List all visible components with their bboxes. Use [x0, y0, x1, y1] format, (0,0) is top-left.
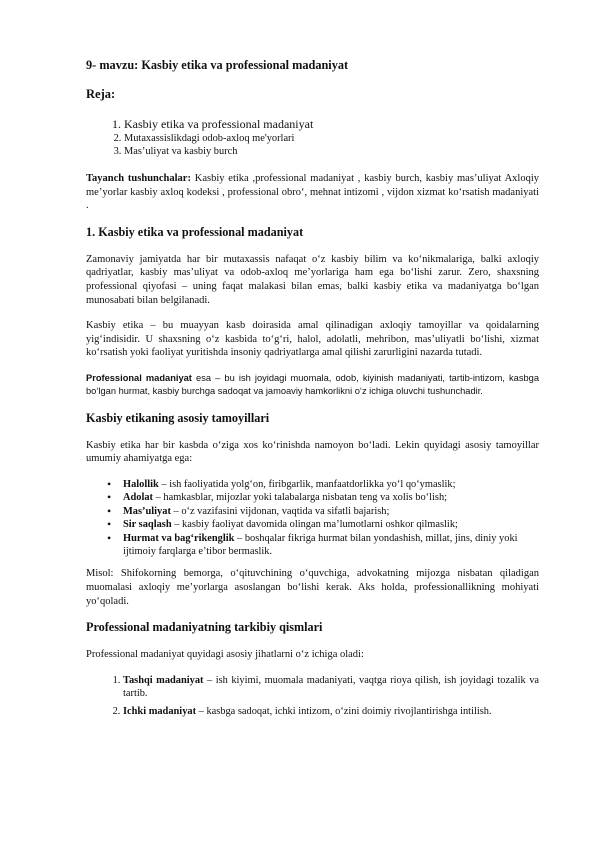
principle-term: Mas’uliyat — [123, 505, 171, 517]
example-paragraph: Misol: Shifokorning bemorga, o‘qituvchining o‘quvchiga, advokatning mijozga nisbatan qiladigan muomalasi axloqiy me’yorlarga asoslangan bo‘lishi kerak. Aks holda, professionallikning mohiyati yo‘qoladi. — [86, 568, 539, 607]
section2-intro: Kasbiy etika har bir kasbda o‘ziga xos ko‘rinishda namoyon bo‘ladi. Lekin quyidagi asosiy tamoyillar umumiy ahamiyatga ega: — [86, 439, 539, 465]
list-item — [107, 517, 539, 532]
definition-paragraph — [86, 372, 539, 399]
principle-text: – hamkasblar, mijozlar yoki talabalarga nisbatan teng va xolis bo‘lish; — [153, 492, 448, 504]
principle-text: – boshqalar fikriga hurmat bilan yondashish, millat, jins, diniy yoki ijtimoiy farqlarga e’tibor bermaslik. — [123, 532, 518, 557]
section1-paragraph: Kasbiy etika – bu muayyan kasb doirasida amal qilinadigan axloqiy tamoyillar va qoidalarning yig‘indisidir. U shaxsning o‘z kasbida to‘g‘ri, halol, adolatli, mehribon, mas’uliyatli bo‘lishi, xizmat ko‘rsatish yoki faoliyat yuritishda insoniy qadriyatlarga amal qilishi zarurligini nazarda tutadi. — [86, 320, 539, 359]
keywords-label: Tayanch tushunchalar: — [86, 173, 191, 184]
list-item — [107, 476, 539, 491]
bullet-icon: • — [107, 530, 112, 545]
principle-text: – ish faoliyatida yolg‘on, firibgarlik, manfaatdorlikka yo‘l qo‘ymaslik; — [158, 478, 456, 490]
bullet-icon: • — [107, 476, 112, 491]
principle-text: – kasbiy faoliyat davomida olingan ma’lumotlarni oshkor qilmaslik; — [171, 519, 458, 531]
definition-term: Professional madaniyat — [86, 372, 192, 383]
part-text: – kasbga sadoqat, ichki intizom, o‘zini doimiy rivojlantirishga intilish. — [196, 705, 492, 717]
plan-item: 2. Mutaxassislikdagi odob-axloq me'yorlari — [124, 132, 539, 145]
principle-term: Hurmat va bag‘rikenglik — [123, 532, 235, 544]
plan-label: Reja: — [86, 87, 116, 101]
plan-item: 1. Kasbiy etika va professional madaniyat — [124, 116, 539, 132]
plan-list — [86, 116, 539, 158]
document-title: 9- mavzu: Kasbiy etika va professional madaniyat — [86, 58, 349, 72]
bullet-icon: • — [107, 503, 112, 518]
section3-heading: Professional madaniyatning tarkibiy qismlari — [86, 620, 323, 635]
parts-list — [86, 674, 539, 718]
part-term: Ichki madaniyat — [123, 705, 197, 717]
part-text: – ish kiyimi, muomala madaniyati, vaqtga rioya qilish, ish joyidagi tozalik va tartib. — [123, 674, 539, 700]
principle-term: Sir saqlash — [123, 519, 172, 531]
plan-item: 3. Mas’uliyat va kasbiy burch — [124, 145, 539, 158]
principle-term: Adolat — [123, 492, 154, 504]
list-item — [107, 503, 539, 518]
principles-list — [86, 478, 539, 558]
bullet-icon: • — [107, 490, 112, 505]
section3-intro: Professional madaniyat quyidagi asosiy jihatlarni o‘z ichiga oladi: — [86, 649, 364, 661]
section1-paragraph: Zamonaviy jamiyatda har bir mutaxassis nafaqat o‘z kasbiy bilim va ko‘nikmalariga, balki axloqiy qadriyatlar, kasbiy mas’uliyat va odob-axloq me’yorlariga ham ega bo‘lishi zarur. Zero, shaxsning professional qiyofasi – uning faqat malakasi bilan emas, balki kasbiy etika va madaniyatga bo‘lgan munosabati bilan belgilanadi. — [86, 253, 539, 306]
list-item — [123, 674, 539, 701]
principle-term: Halollik — [123, 478, 159, 490]
list-item — [123, 705, 539, 718]
section1-heading: 1. Kasbiy etika va professional madaniyat — [86, 224, 304, 239]
list-item — [107, 490, 539, 505]
list-item — [107, 530, 539, 559]
part-term: Tashqi madaniyat — [123, 674, 204, 686]
section2-heading: Kasbiy etikaning asosiy tamoyillari — [86, 410, 270, 425]
keywords-paragraph — [86, 172, 539, 213]
principle-text: – o‘z vazifasini vijdonan, vaqtida va sifatli bajarish; — [170, 505, 390, 517]
definition-text: esa – bu ish joyidagi muomala, odob, kiyinish madaniyati, tartib-intizom, kasbga bo‘lgan hurmat, kasbiy burchga sadoqat va jamoaviy hamkorlikni o‘z ichiga oluvchi tushunchadir. — [86, 372, 539, 397]
bullet-icon: • — [107, 517, 112, 532]
keywords-text: Kasbiy etika ,professional madaniyat , kasbiy burch, kasbiy mas’uliyat Axloqiy me’yorlar kasbiy axloq kodeksi , professional obro‘, mehnat intizomi , vijdon xizmat ko‘rsatish madaniyati . — [86, 173, 539, 212]
